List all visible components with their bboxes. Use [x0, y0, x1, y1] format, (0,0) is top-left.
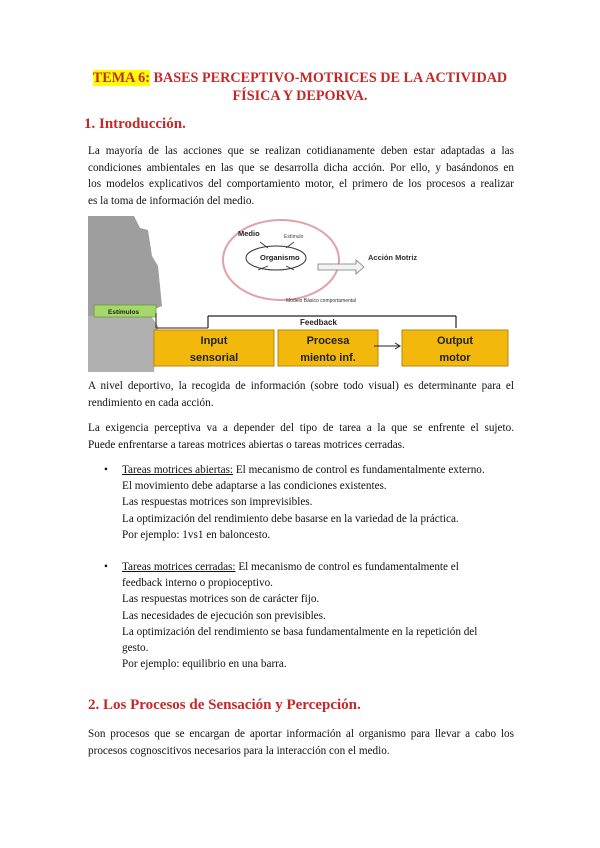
bullet-first-line — [122, 559, 524, 575]
paragraph-3 — [88, 420, 514, 453]
intro-line: los modelos explicativos del comportamiento motor, el primero de los procesos a realizar — [88, 178, 514, 191]
bullet-line: Por ejemplo: 1vs1 en baloncesto. — [122, 528, 271, 541]
intro-line: condiciones ambientales en las que se desarrolla dicha acción. Por ello, y basándonos en — [88, 161, 514, 174]
medio-label: Medio — [238, 229, 260, 238]
background-silhouette — [88, 216, 162, 316]
paragraph-line: La exigencia perceptiva va a depender del tipo de tarea a la que se enfrente el sujeto. — [88, 422, 514, 434]
bullet-list-closed — [104, 559, 524, 672]
document-title — [60, 69, 540, 105]
paragraph-line: procesos cognoscitivos necesarios para la interacción con el medio. — [88, 744, 390, 757]
bullet-rest: El mecanismo de control es fundamentalmente el — [235, 561, 459, 573]
bullet-line: Las necesidades de ejecución son previsibles. — [122, 609, 326, 622]
estimulos-label: Estímulos — [108, 309, 140, 316]
list-item — [104, 559, 524, 672]
title-label: TEMA 6: — [92, 70, 150, 86]
bullet-list-open — [104, 462, 524, 543]
section-2-paragraph — [88, 726, 514, 759]
bullet-line: feedback interno o propioceptivo. — [122, 577, 273, 590]
accion-motriz-arrow — [318, 260, 364, 274]
diagram-caption: Modelo Básico comportamental — [286, 298, 357, 304]
intro-line: La mayoría de las acciones que se realizan cotidianamente deben estar adaptadas a las — [88, 145, 514, 157]
bullet-line: Las respuestas motrices son de carácter fijo. — [122, 593, 320, 606]
box3-line1: Output — [436, 335, 474, 347]
estimulo-label: Estímulo — [284, 234, 304, 240]
bullet-term: Tareas motrices cerradas: — [122, 561, 236, 573]
title-line-2: FÍSICA Y DEPORVA. — [232, 88, 368, 104]
bullet-term: Tareas motrices abiertas: — [122, 464, 234, 476]
list-item — [104, 462, 524, 543]
section-2-heading: 2. Los Procesos de Sensación y Percepción. — [88, 697, 361, 713]
paragraph-line: Puede enfrentarse a tareas motrices abiertas o tareas motrices cerradas. — [88, 438, 405, 451]
intro-paragraph — [88, 143, 514, 209]
accion-motriz-label: Acción Motriz — [368, 253, 418, 262]
intro-line: es la toma de información del medio. — [88, 194, 255, 207]
background-silhouette-lower — [88, 312, 158, 372]
box2-line1: Procesa — [306, 335, 350, 347]
bullet-line: El movimiento debe adaptarse a las condiciones existentes. — [122, 480, 387, 493]
paragraph-line: Son procesos que se encargan de aportar información al organismo para llevar a cabo los — [88, 728, 514, 740]
box3-line2: motor — [439, 352, 471, 364]
paragraph-2 — [88, 378, 514, 411]
bullet-dot-icon: • — [104, 561, 108, 573]
bullet-dot-icon: • — [104, 464, 108, 476]
feedback-label: Feedback — [300, 318, 337, 327]
paragraph-line: rendimiento en cada acción. — [88, 396, 214, 409]
section-1-heading: 1. Introducción. — [84, 116, 186, 132]
bullet-line: La optimización del rendimiento debe basarse en la variedad de la práctica. — [122, 512, 459, 525]
title-text-1: BASES PERCEPTIVO-MOTRICES DE LA ACTIVIDAD — [153, 70, 508, 86]
bullet-line: Las respuestas motrices son imprevisibles. — [122, 496, 313, 509]
behavior-model-diagram — [88, 216, 522, 372]
box1-line1: Input — [200, 335, 228, 347]
bullet-rest: El mecanismo de control es fundamentalmente externo. — [233, 464, 485, 476]
box1-line2: sensorial — [189, 352, 239, 364]
bullet-first-line — [122, 462, 524, 478]
bullet-line: La optimización del rendimiento se basa fundamentalmente en la repetición del — [122, 625, 478, 638]
title-line-1 — [60, 69, 540, 87]
bullet-line: Por ejemplo: equilibrio en una barra. — [122, 658, 287, 671]
paragraph-line: A nivel deportivo, la recogida de información (sobre todo visual) es determinante para el — [88, 380, 514, 392]
bullet-line: gesto. — [122, 642, 149, 655]
organismo-label: Organismo — [260, 253, 300, 262]
box2-line2: miento inf. — [300, 352, 356, 364]
